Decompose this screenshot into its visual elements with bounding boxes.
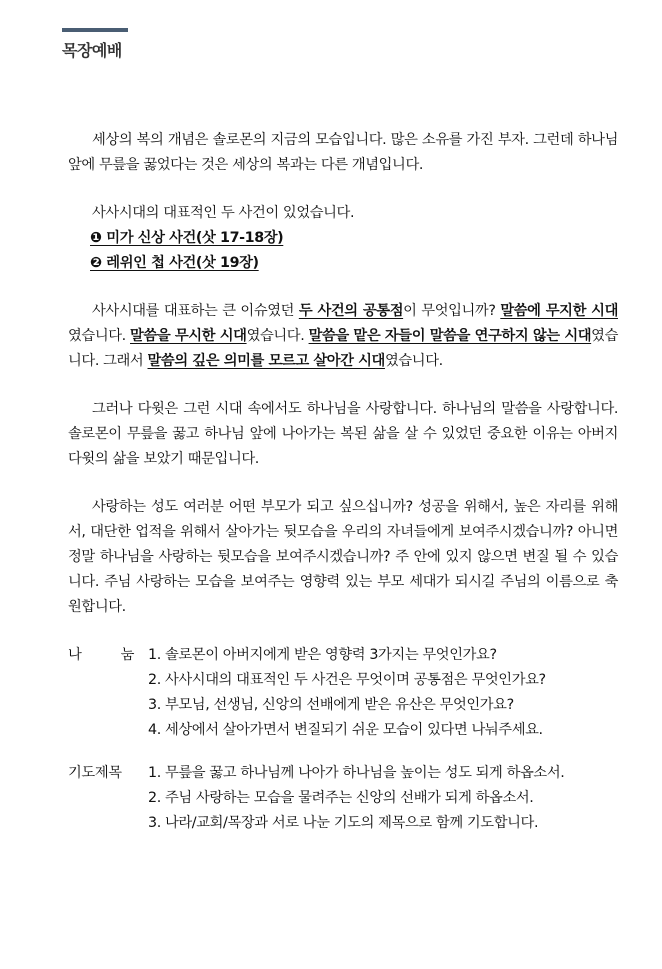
sharing-label-char: 나: [68, 647, 82, 663]
header-accent-bar: [62, 28, 128, 32]
event-item: ❶ 미가 신상 사건(삿 17-18장): [90, 230, 284, 246]
text-run: 였습니다. 그래서: [68, 328, 618, 369]
paragraph-parents: 사랑하는 성도 여러분 어떤 부모가 되고 싶으십니까? 성공을 위해서, 높은 자리를 위해서, 대단한 업적을 위해서 살아가는 뒷모습을 우리의 자녀들에게 보여주시겠습니까? 아니면 정말 하나님을 사랑하는 뒷모습을 보여주시겠습니까? 주 안에 있지 않으면 변질 될 수 있습니다. 주님 사랑하는 모습을 보여주는 영향력 있는 부모 세대가 되시길 주님의 이름으로 축원합니다.: [68, 499, 618, 615]
sharing-item: 4. 세상에서 살아가면서 변질되기 쉬운 모습이 있다면 나눠주세요.: [148, 722, 543, 738]
paragraph-david: 그러나 다윗은 그런 시대 속에서도 하나님을 사랑합니다. 하나님의 말씀을 사랑합니다. 솔로몬이 무릎을 꿇고 하나님 앞에 나아가는 복된 삶을 살 수 있었던 중요한 이유는 아버지 다윗의 삶을 보았기 때문입니다.: [68, 401, 618, 467]
text-run: 였습니다.: [68, 328, 130, 344]
prayer-item: 3. 나라/교회/목장과 서로 나눈 기도의 제목으로 함께 기도합니다.: [148, 815, 539, 831]
events-intro: 사사시대의 대표적인 두 사건이 있었습니다.: [92, 205, 355, 221]
sharing-section: [68, 643, 618, 743]
prayer-section: [68, 761, 618, 836]
event-item: ❷ 레위인 첩 사건(삿 19장): [90, 255, 259, 271]
prayer-list: [148, 761, 618, 836]
sharing-label-char: 눔: [120, 647, 134, 663]
sharing-label: [68, 643, 148, 743]
highlight-unknowing-era: 말씀의 깊은 의미를 모르고 살아간 시대: [147, 353, 385, 369]
text-run: 였습니다.: [384, 353, 443, 369]
prayer-label: 기도제목: [68, 765, 122, 781]
highlight-not-studying-era: 말씀을 맡은 자들이 말씀을 연구하지 않는 시대: [308, 328, 592, 344]
highlight-common-point: 두 사건의 공통점: [298, 303, 404, 319]
highlight-ignoring-era: 말씀을 무시한 시대: [130, 328, 247, 344]
sharing-list: [148, 643, 618, 743]
prayer-item: 2. 주님 사랑하는 모습을 물려주는 신앙의 선배가 되게 하옵소서.: [148, 790, 534, 806]
prayer-item: 1. 무릎을 꿇고 하나님께 나아가 하나님을 높이는 성도 되게 하옵소서.: [148, 765, 565, 781]
text-run: 였습니다.: [246, 328, 309, 344]
page-title: 목장예배: [62, 41, 122, 60]
highlight-ignorant-era: 말씀에 무지한 시대: [500, 303, 618, 319]
sharing-item: 1. 솔로몬이 아버지에게 받은 영향력 3가지는 무엇인가요?: [148, 647, 497, 663]
text-run: 이 무엇입니까?: [403, 303, 501, 319]
events-section: [68, 201, 618, 276]
text-run: 사사시대를 대표하는 큰 이슈였던: [92, 303, 299, 319]
paragraph-blessing: 세상의 복의 개념은 솔로몬의 지금의 모습입니다. 많은 소유를 가진 부자. 그런데 하나님 앞에 무릎을 꿇었다는 것은 세상의 복과는 다른 개념입니다.: [68, 132, 618, 173]
paragraph-judges-era: [68, 299, 618, 374]
sharing-item: 3. 부모님, 선생님, 신앙의 선배에게 받은 유산은 무엇인가요?: [148, 697, 514, 713]
sharing-item: 2. 사사시대의 대표적인 두 사건은 무엇이며 공통점은 무엇인가요?: [148, 672, 546, 688]
document-header: [62, 28, 128, 61]
document-body: [68, 128, 618, 854]
